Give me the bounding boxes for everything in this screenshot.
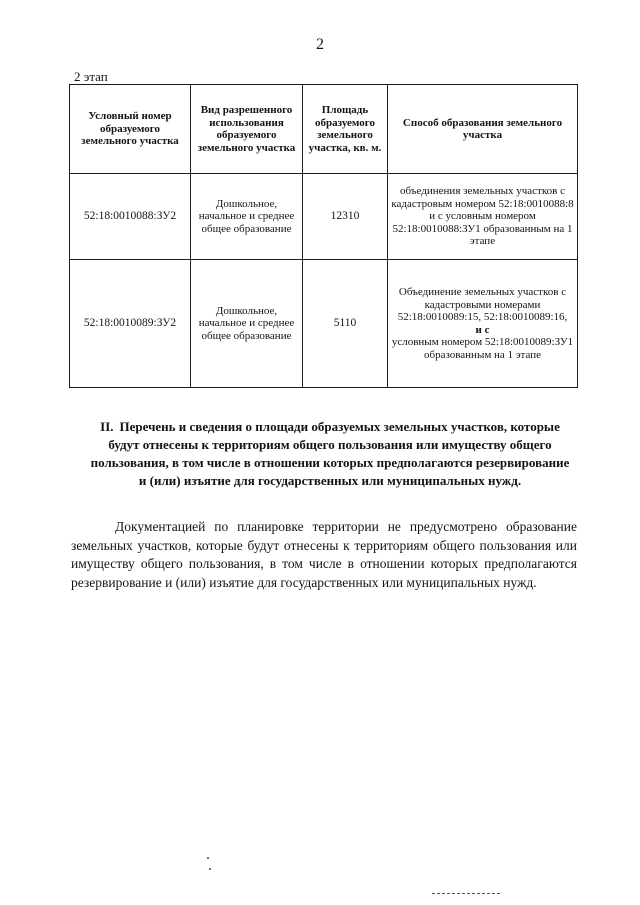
body-paragraph: Документацией по планировке территории не предусмотрено образование земельных участков, которые будут отнесены к территориям общего пользования или имуществу общего пользования, в том числе в отношении которых предполагаются резервирование и (или) изъятие для государственных или муниципальных нужд. (71, 519, 577, 590)
stage-label: 2 этап (74, 69, 108, 84)
formation-method-text-continued: условным номером 52:18:0010089:ЗУ1 образованным на 1 этапе (391, 336, 574, 361)
table-row (70, 174, 578, 260)
section-heading (90, 418, 570, 490)
formation-method-cell (388, 174, 578, 260)
area-cell: 12310 (303, 174, 388, 260)
plot-number-cell: 52:18:0010088:ЗУ2 (70, 174, 191, 260)
land-plots-table (69, 84, 578, 388)
permitted-use-cell: Дошкольное, начальное и среднее общее образование (191, 260, 303, 388)
header-plot-number: Условный номер образуемого земельного участка (70, 85, 191, 174)
table-header-row (70, 85, 578, 174)
table-row (70, 260, 578, 388)
header-area: Площадь образуемого земельного участка, кв. м. (303, 85, 388, 174)
plot-number-cell: 52:18:0010089:ЗУ2 (70, 260, 191, 388)
permitted-use-cell: Дошкольное, начальное и среднее общее образование (191, 174, 303, 260)
footer-line (432, 893, 500, 894)
formation-method-text: Объединение земельных участков с кадастровыми номерами 52:18:0010089:15, 52:18:0010089:16, (397, 286, 568, 323)
header-formation-method: Способ образования земельного участка (388, 85, 578, 174)
scan-speck (207, 857, 209, 859)
formation-method-conjunction: и с (475, 323, 490, 336)
formation-method-cell (388, 260, 578, 388)
area-cell: 5110 (303, 260, 388, 388)
section-title: Перечень и сведения о площади образуемых земельных участков, которые будут отнесены к территориям общего пользования или имуществу общего пользования, в том числе в отношении которых предполагаются резервирование и (или) изъятие для государственных или муниципальных нужд. (90, 419, 570, 488)
section-number: II. (100, 419, 114, 434)
header-permitted-use: Вид разрешенного использования образуемого земельного участка (191, 85, 303, 174)
scan-speck (209, 868, 211, 870)
formation-method-text: объединения земельных участков с кадастровым номером 52:18:0010088:8 и с условным номером 52:18:0010088:ЗУ1 образованным на 1 этапе (391, 185, 574, 248)
page-number: 2 (316, 36, 324, 53)
